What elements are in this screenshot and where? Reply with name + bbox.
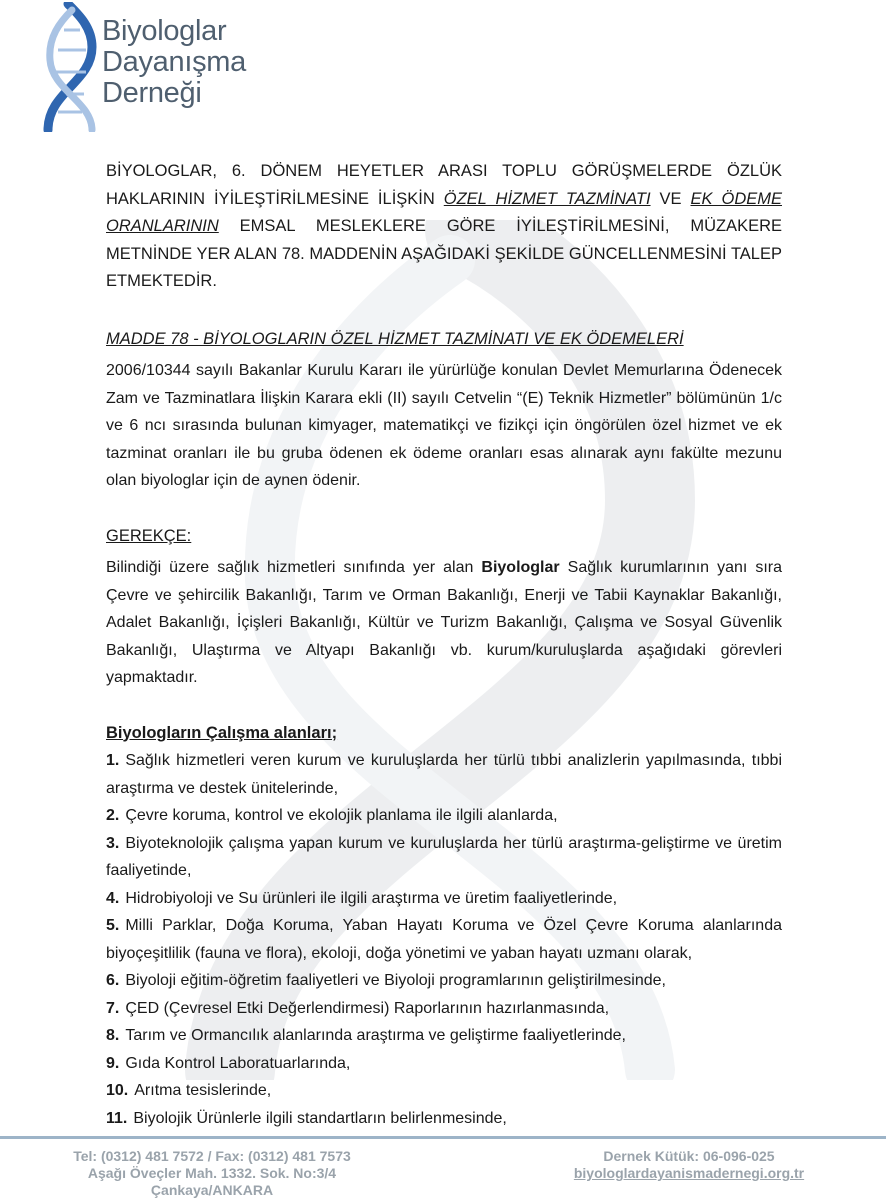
logo-line-3: Derneği bbox=[102, 77, 202, 109]
madde-title: MADDE 78 - BİYOLOGLARIN ÖZEL HİZMET TAZMİNATI VE EK ÖDEMELERİ bbox=[106, 329, 684, 348]
footer-city: Çankaya/ANKARA bbox=[150, 1182, 274, 1198]
list-item bbox=[106, 912, 782, 967]
intro-ozel-hizmet: ÖZEL HİZMET TAZMİNATI bbox=[443, 189, 651, 208]
footer-phone-fax: Tel: (0312) 481 7572 / Fax: (0312) 481 7573 bbox=[73, 1148, 351, 1164]
list-item-text: Biyolojik Ürünlerle ilgili standartların belirlenmesinde, bbox=[133, 1109, 507, 1127]
logo-text bbox=[102, 16, 246, 109]
list-item bbox=[106, 885, 782, 913]
gerekce-body bbox=[106, 554, 782, 692]
footer-address: Aşağı Öveçler Mah. 1332. Sok. No:3/4 bbox=[87, 1165, 337, 1181]
list-item-number: 10. bbox=[106, 1082, 129, 1099]
list-item bbox=[106, 830, 782, 885]
logo bbox=[38, 2, 258, 132]
logo-line-2: Dayanışma bbox=[102, 46, 246, 78]
list-item-number: 4. bbox=[106, 889, 120, 907]
list-item-number: 2. bbox=[106, 807, 120, 824]
list-item bbox=[106, 1050, 782, 1078]
gerekce-title: GEREKÇE: bbox=[106, 526, 192, 545]
footer-divider bbox=[0, 1136, 886, 1139]
list-item bbox=[106, 1105, 782, 1133]
list-item bbox=[106, 747, 782, 802]
intro-paragraph bbox=[106, 158, 782, 296]
gerekce-part-1: Bilindiği üzere sağlık hizmetleri sınıfında yer alan bbox=[106, 559, 482, 576]
madde-body: 2006/10344 sayılı Bakanlar Kurulu Kararı ile yürürlüğe konulan Devlet Memurlarına Ödenecek Zam ve Tazminatlara İlişkin Karara ekli (II) sayılı Cetvelin “(E) Teknik Hizmetler” bölümünün 1/c ve 6 ncı sırasında bulunan kimyager, matematikçi ve fizikçi için öngörülen özel hizmet ve ek tazminat oranları ile bu gruba ödenen ek ödeme oranları esas alınarak aynı fakülte mezunu olan biyologlar için de aynen ödenir. bbox=[106, 362, 782, 489]
gerekce-part-2: Sağlık kurumlarının yanı sıra Çevre ve şehircilik Bakanlığı, Tarım ve Orman Bakanlığı, Enerji ve Tabii Kaynaklar Bakanlığı, Adalet Bakanlığı, İçişleri Bakanlığı, Kültür ve Turizm Bakanlığı, Çalışma ve Sosyal Güvenlik Bakanlığı, Ulaştırma ve Altyapı Bakanlığı vb. kurum/kuruluşlarda aşağıdaki görevleri yapmaktadır. bbox=[106, 559, 782, 686]
intro-part-2: VE bbox=[650, 189, 691, 208]
footer-registry bbox=[564, 1148, 814, 1182]
footer-website-link[interactable]: biyologlardayanismadernegi.org.tr bbox=[573, 1165, 805, 1181]
gerekce-bold: Biyologlar bbox=[481, 559, 560, 576]
areas-title: Biyologların Çalışma alanları; bbox=[106, 723, 338, 742]
list-item-text: Çevre koruma, kontrol ve ekolojik planlama ile ilgili alanlarda, bbox=[125, 807, 558, 824]
footer-registry-number: Dernek Kütük: 06-096-025 bbox=[603, 1148, 775, 1164]
areas-list bbox=[106, 747, 782, 1132]
list-item-number: 1. bbox=[106, 752, 120, 769]
footer-contact bbox=[62, 1148, 362, 1199]
list-item-text: Biyoloji eğitim-öğretim faaliyetleri ve Biyoloji programlarının geliştirilmesinde, bbox=[125, 972, 666, 989]
intro-part-3: EMSAL MESLEKLERE GÖRE İYİLEŞTİRİLMESİNİ, MÜZAKERE METNİNDE YER ALAN 78. MADDENİN AŞAĞIDAKİ ŞEKİLDE GÜNCELLENMESİNİ TALEP ETMEKTEDİR. bbox=[106, 217, 782, 290]
list-item-text: Sağlık hizmetleri veren kurum ve kuruluşlarda her türlü tıbbi analizlerin yapılmasında, tıbbi araştırma ve destek ünitelerinde, bbox=[106, 752, 782, 797]
list-item-text: Biyoteknolojik çalışma yapan kurum ve kuruluşlarda her türlü araştırma-geliştirme ve üretim faaliyetinde, bbox=[106, 834, 782, 879]
list-item bbox=[106, 1077, 782, 1105]
intro-ek-odeme: EK ÖDEME ORANLARININ bbox=[106, 189, 782, 235]
intro-part-1: BİYOLOGLAR, 6. DÖNEM HEYETLER ARASI TOPLU GÖRÜŞMELERDE ÖZLÜK HAKLARININ İYİLEŞTİRİLMESİNE İLİŞKİN bbox=[106, 162, 782, 208]
list-item-text: Milli Parklar, Doğa Koruma, Yaban Hayatı Koruma ve Özel Çevre Koruma alanlarında biyoçeşitlilik (fauna ve flora), ekoloji, doğa yönetimi ve yaban hayatı uzmanı olarak, bbox=[106, 917, 782, 962]
list-item-number: 11. bbox=[106, 1109, 128, 1127]
document-body bbox=[106, 158, 782, 1132]
list-item bbox=[106, 967, 782, 995]
list-item-text: Arıtma tesislerinde, bbox=[134, 1082, 272, 1099]
list-item-text: ÇED (Çevresel Etki Değerlendirmesi) Raporlarının hazırlanmasında, bbox=[125, 999, 610, 1017]
list-item-number: 5. bbox=[106, 917, 120, 934]
list-item-text: Tarım ve Ormancılık alanlarında araştırma ve geliştirme faaliyetlerinde, bbox=[125, 1027, 626, 1044]
list-item-number: 9. bbox=[106, 1054, 120, 1072]
list-item-number: 3. bbox=[106, 834, 120, 852]
list-item-number: 6. bbox=[106, 972, 120, 989]
list-item bbox=[106, 995, 782, 1023]
dna-helix-icon bbox=[38, 2, 102, 132]
list-item-number: 7. bbox=[106, 999, 120, 1017]
list-item bbox=[106, 802, 782, 830]
logo-line-1: Biyologlar bbox=[102, 15, 227, 47]
list-item-number: 8. bbox=[106, 1027, 120, 1044]
list-item bbox=[106, 1022, 782, 1050]
list-item-text: Gıda Kontrol Laboratuarlarında, bbox=[125, 1054, 351, 1072]
list-item-text: Hidrobiyoloji ve Su ürünleri ile ilgili araştırma ve üretim faaliyetlerinde, bbox=[125, 889, 618, 907]
